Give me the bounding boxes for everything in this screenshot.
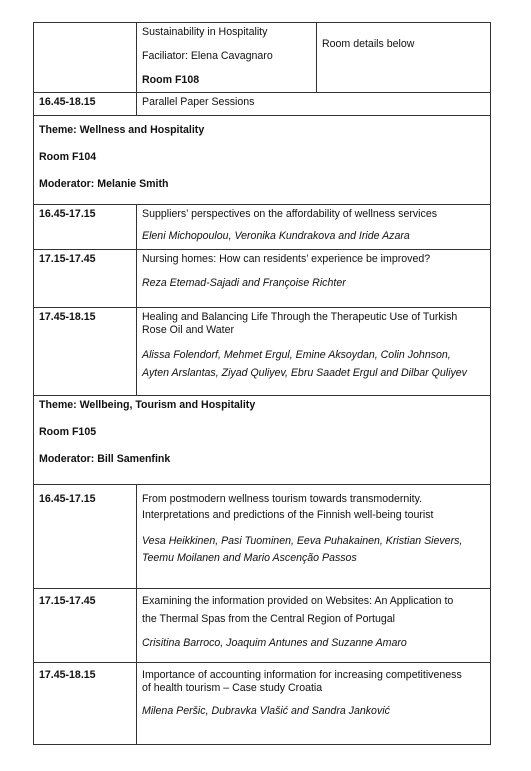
- time-cell: 16.45-18.15: [34, 93, 137, 115]
- theme-header: [34, 116, 490, 204]
- theme-header: [34, 396, 490, 484]
- time-cell: [34, 23, 137, 92]
- time-cell: 17.15-17.45: [34, 589, 137, 662]
- paper-row: [33, 589, 491, 663]
- paper-title: Rose Oil and Water: [142, 324, 235, 336]
- session-row: [33, 22, 491, 93]
- paper-authors: Milena Peršic, Dubravka Vlašić and Sandra Janković: [142, 705, 390, 717]
- paper-row: [33, 485, 491, 589]
- paper-authors: Teemu Moilanen and Mario Ascenção Passos: [142, 552, 357, 564]
- paper-authors: Ayten Arslantas, Ziyad Quliyev, Ebru Saadet Ergul and Dilbar Quliyev: [142, 367, 467, 379]
- room-details: Room details below: [322, 38, 415, 50]
- paper-cell: [137, 205, 492, 249]
- facilitator: Faciliator: Elena Cavagnaro: [142, 50, 273, 62]
- theme-header-row: [33, 396, 491, 485]
- time-cell: 16.45-17.15: [34, 205, 137, 249]
- room-details-cell: [317, 23, 492, 92]
- theme-room: Room F104: [39, 151, 97, 163]
- time-cell: 17.45-18.15: [34, 308, 137, 395]
- time-cell: 17.45-18.15: [34, 663, 137, 744]
- room-label: Room F108: [142, 74, 200, 86]
- paper-title: Importance of accounting information for increasing competitiveness: [142, 669, 462, 681]
- time-cell: 17.15-17.45: [34, 250, 137, 307]
- paper-cell: [137, 589, 492, 662]
- paper-cell: [137, 308, 492, 395]
- paper-row: [33, 308, 491, 396]
- parallel-label: Parallel Paper Sessions: [142, 96, 255, 108]
- paper-title: Healing and Balancing Life Through the Therapeutic Use of Turkish: [142, 311, 458, 323]
- theme-title: Theme: Wellness and Hospitality: [39, 124, 205, 136]
- theme-room: Room F105: [39, 426, 97, 438]
- paper-row: [33, 663, 491, 745]
- paper-cell: [137, 485, 492, 588]
- theme-header-row: [33, 116, 491, 205]
- session-title: Sustainability in Hospitality: [142, 26, 268, 38]
- paper-title: of health tourism – Case study Croatia: [142, 682, 323, 694]
- theme-moderator: Moderator: Bill Samenfink: [39, 453, 171, 465]
- paper-cell: [137, 663, 492, 744]
- parallel-row: [33, 93, 491, 116]
- paper-title: From postmodern wellness tourism towards transmodernity.: [142, 493, 423, 505]
- session-cell: [137, 23, 317, 92]
- schedule-table: [33, 22, 491, 745]
- time-cell: 16.45-17.15: [34, 485, 137, 588]
- paper-authors: Eleni Michopoulou, Veronika Kundrakova and Iride Azara: [142, 230, 410, 242]
- paper-authors: Vesa Heikkinen, Pasi Tuominen, Eeva Puhakainen, Kristian Sievers,: [142, 535, 463, 547]
- paper-title: Interpretations and predictions of the Finnish well-being tourist: [142, 509, 434, 521]
- paper-row: [33, 250, 491, 308]
- paper-authors: Crisitina Barroco, Joaquim Antunes and Suzanne Amaro: [142, 637, 407, 649]
- paper-row: [33, 205, 491, 250]
- paper-cell: [137, 250, 492, 307]
- theme-moderator: Moderator: Melanie Smith: [39, 178, 169, 190]
- paper-title: Examining the information provided on Websites: An Application to: [142, 595, 454, 607]
- theme-title: Theme: Wellbeing, Tourism and Hospitality: [39, 399, 256, 411]
- paper-authors: Reza Etemad-Sajadi and Françoise Richter: [142, 277, 346, 289]
- paper-authors: Alissa Folendorf, Mehmet Ergul, Emine Aksoydan, Colin Johnson,: [142, 349, 451, 361]
- paper-title: Nursing homes: How can residents’ experience be improved?: [142, 253, 431, 265]
- paper-title: the Thermal Spas from the Central Region of Portugal: [142, 613, 396, 625]
- paper-title: Suppliers’ perspectives on the affordability of wellness services: [142, 208, 438, 220]
